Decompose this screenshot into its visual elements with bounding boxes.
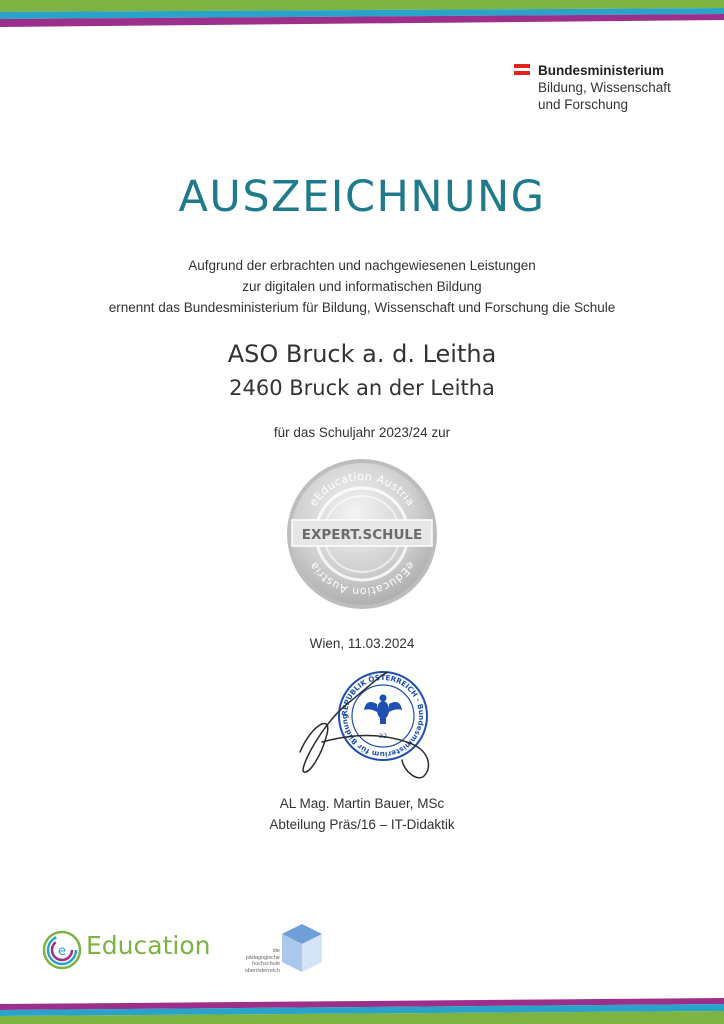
cube-icon	[280, 922, 324, 976]
stamp-ring-text: REPUBLIK ÖSTERREICH · Bundesministerium für Bildung	[339, 672, 427, 760]
eagle-icon	[364, 695, 402, 725]
expert-schule-seal	[286, 458, 438, 610]
intro-line: zur digitalen und informatischen Bildung	[242, 279, 482, 294]
school-year-line: für das Schuljahr 2023/24 zur	[273, 425, 451, 440]
ph-line: hochschule	[252, 961, 280, 967]
ministry-line-3: und Forschung	[538, 97, 629, 112]
school-name: ASO Bruck a. d. Leitha	[227, 340, 497, 368]
signer-name: AL Mag. Martin Bauer, MSc	[279, 796, 445, 811]
ministry-line-2: Bildung, Wissenschaft	[538, 80, 671, 95]
svg-text:e: e	[58, 944, 66, 959]
ministry-line-1: Bundesministerium	[538, 63, 665, 78]
ph-logo-text	[244, 948, 280, 974]
ph-line: die pädagogische	[245, 948, 280, 961]
austria-flag-icon	[514, 64, 530, 75]
signer-department: Abteilung Präs/16 – IT-Didaktik	[269, 817, 455, 832]
intro-line: Aufgrund der erbrachten und nachgewiesenen Leistungen	[188, 258, 536, 273]
seal-banner-text: EXPERT.SCHULE	[301, 527, 423, 543]
eeducation-logo-text: Education	[86, 931, 211, 960]
bottom-stripes	[0, 994, 724, 1024]
seal-bottom-text: eEducation Austria	[306, 559, 418, 599]
school-city: 2460 Bruck an der Leitha	[229, 376, 495, 400]
top-stripes	[0, 0, 724, 30]
seal-top-text: eEducation Austria	[306, 469, 418, 509]
ministry-logo	[514, 62, 714, 113]
stamp-number: 22	[378, 732, 388, 740]
intro-text	[0, 255, 724, 318]
issue-date: Wien, 11.03.2024	[309, 636, 415, 651]
ph-line: oberösterreich	[244, 967, 280, 974]
signer-block	[0, 793, 724, 835]
certificate-title: AUSZEICHNUNG	[178, 172, 546, 222]
ph-logo	[244, 922, 326, 978]
official-stamp-signature	[292, 664, 442, 784]
eeducation-logo	[42, 927, 232, 973]
intro-line: ernennt das Bundesministerium für Bildung, Wissenschaft und Forschung die Schule	[108, 300, 616, 315]
